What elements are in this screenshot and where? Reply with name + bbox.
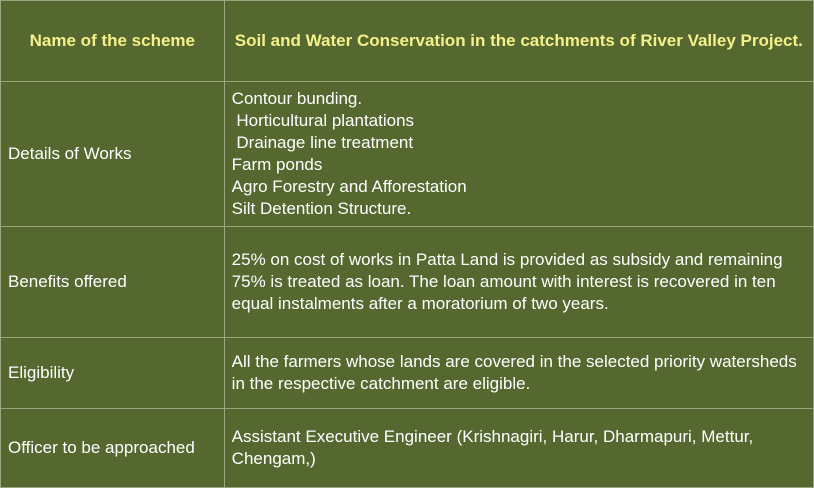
- officer-label: Officer to be approached: [1, 409, 225, 488]
- work-item: Agro Forestry and Afforestation: [231, 177, 467, 196]
- eligibility-value: All the farmers whose lands are covered in the selected priority watersheds in the respective catchment are eligible.: [224, 338, 813, 409]
- table-row: [1, 409, 814, 488]
- table-row: [1, 338, 814, 409]
- scheme-name-value: Soil and Water Conservation in the catchments of River Valley Project.: [224, 1, 813, 82]
- work-item: Contour bunding.: [231, 89, 363, 108]
- details-of-works-value: [224, 82, 813, 227]
- work-item: Silt Detention Structure.: [231, 199, 412, 218]
- eligibility-label: Eligibility: [1, 338, 225, 409]
- table-row: [1, 227, 814, 338]
- scheme-name-label: Name of the scheme: [1, 1, 225, 82]
- work-item: Horticultural plantations: [231, 111, 415, 130]
- benefits-offered-label: Benefits offered: [1, 227, 225, 338]
- officer-value: Assistant Executive Engineer (Krishnagiri, Harur, Dharmapuri, Mettur, Chengam,): [224, 409, 813, 488]
- work-item: Drainage line treatment: [231, 133, 414, 152]
- table-header-row: [1, 1, 814, 82]
- details-of-works-label: Details of Works: [1, 82, 225, 227]
- table-row: [1, 82, 814, 227]
- work-item: Farm ponds: [231, 155, 323, 174]
- benefits-offered-value: 25% on cost of works in Patta Land is provided as subsidy and remaining 75% is treated as loan. The loan amount with interest is recovered in ten equal instalments after a moratorium of two years.: [224, 227, 813, 338]
